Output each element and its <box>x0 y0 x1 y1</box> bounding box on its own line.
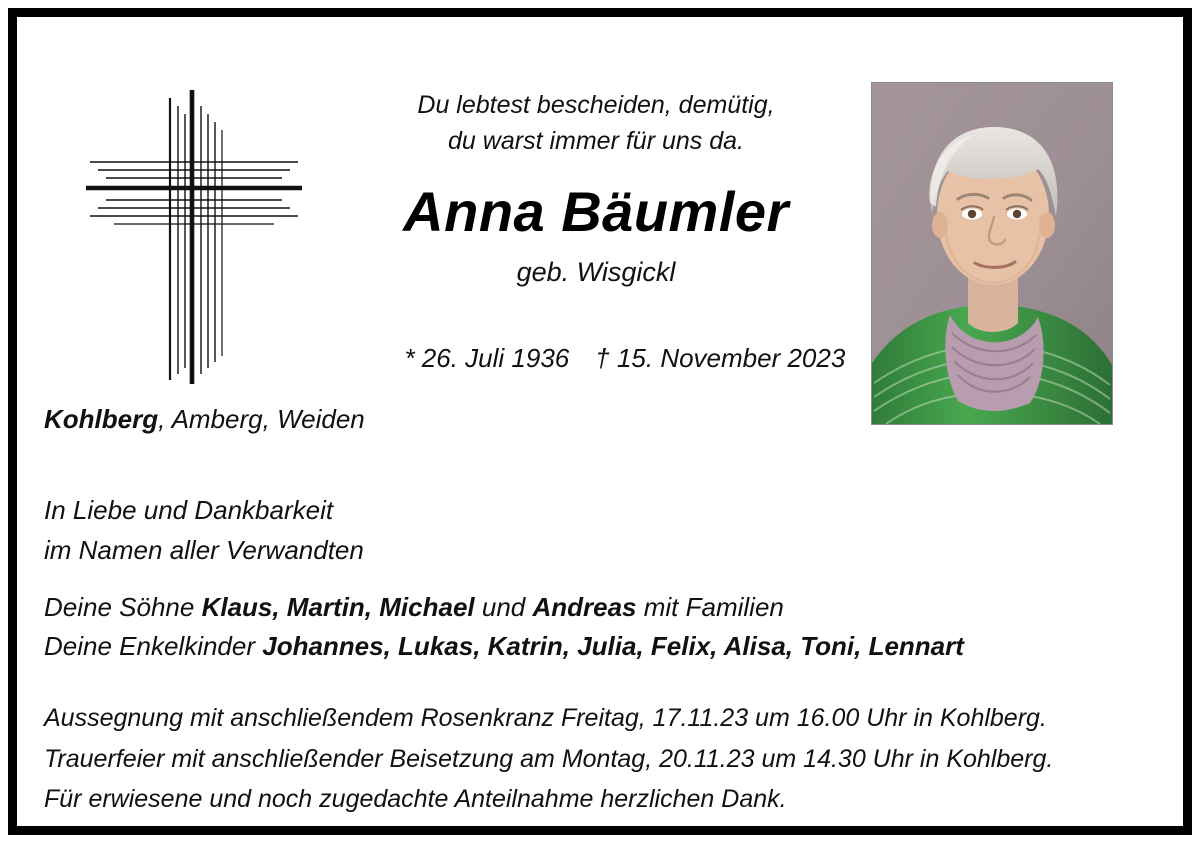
portrait-photo <box>871 82 1113 425</box>
place-rest: , Amberg, Weiden <box>158 404 365 434</box>
sons-suffix: mit Familien <box>636 592 784 622</box>
grandchildren-prefix: Deine Enkelkinder <box>44 631 263 661</box>
sons-names: Klaus, Martin, Michael <box>201 592 475 622</box>
services-block <box>44 698 1053 817</box>
cross-icon <box>84 84 304 394</box>
service-line-1: Aussegnung mit anschließendem Rosenkranz Freitag, 17.11.23 um 16.00 Uhr in Kohlberg. <box>44 704 1047 732</box>
service-line-2: Trauerfeier mit anschließender Beisetzung am Montag, 20.11.23 um 14.30 Uhr in Kohlberg. <box>44 744 1054 773</box>
death-date: † 15. November 2023 <box>595 342 846 373</box>
gratitude-line-1: In Liebe und Dankbarkeit <box>44 495 334 525</box>
header-block <box>326 88 866 405</box>
sons-conjunction: und <box>474 592 533 622</box>
life-dates <box>326 312 866 405</box>
verse-line-2: du warst immer für uns da. <box>448 126 744 155</box>
deceased-name: Anna Bäumler <box>403 180 789 243</box>
grandchildren-names: Johannes, Lukas, Katrin, Julia, Felix, Alisa, Toni, Lennart <box>262 631 964 661</box>
places-line <box>44 404 365 435</box>
place-primary: Kohlberg <box>44 404 159 434</box>
sons-last-name: Andreas <box>532 592 637 622</box>
obituary-card <box>26 26 1174 817</box>
verse-line-1: Du lebtest bescheiden, demütig, <box>417 91 775 119</box>
service-line-3: Für erwiesene und noch zugedachte Anteilnahme herzlichen Dank. <box>44 785 787 813</box>
gratitude-line-2: im Namen aller Verwandten <box>44 534 364 565</box>
sons-line <box>44 588 964 627</box>
maiden-name: geb. Wisgickl <box>516 256 676 287</box>
birth-date: * 26. Juli 1936 <box>404 342 570 373</box>
gratitude-block <box>44 491 364 570</box>
grandchildren-line <box>44 627 964 666</box>
sons-prefix: Deine Söhne <box>44 592 202 622</box>
family-block <box>44 588 964 666</box>
memorial-verse <box>326 88 866 159</box>
